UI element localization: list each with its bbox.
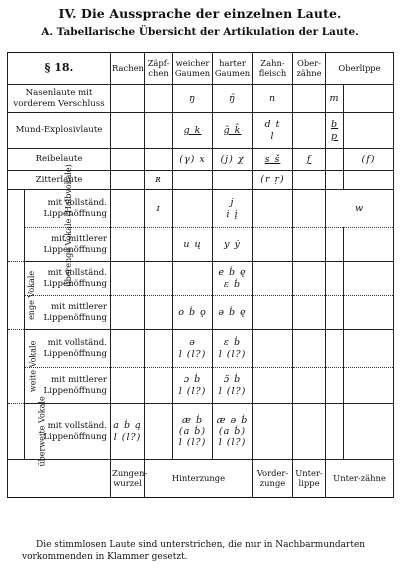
row-label: mit mittlerer Lippenöffnung bbox=[25, 296, 111, 330]
cell: y ẏ bbox=[213, 228, 253, 262]
row-weite-2 bbox=[8, 368, 394, 404]
cell: ɔ ḃ l (l?) bbox=[173, 368, 213, 404]
col-oberlippe: Oberlippe bbox=[326, 53, 394, 85]
row-label: Nasenlaute mit vorderem Verschluss bbox=[8, 85, 111, 113]
cell: b p bbox=[326, 113, 344, 149]
foot-hinterzunge: Hinterzunge bbox=[145, 460, 253, 498]
group-uberenge: überenge Vokale (Halbvokale) bbox=[8, 190, 25, 262]
cell: g k bbox=[173, 113, 213, 149]
group-weite: weite Vokale bbox=[8, 330, 25, 404]
row-weite-1 bbox=[8, 330, 394, 368]
col-harter-gaumen: harter Gaumen bbox=[213, 53, 253, 85]
cell: j i į bbox=[213, 190, 253, 228]
articulation-table bbox=[7, 52, 394, 498]
cell: f bbox=[293, 149, 326, 171]
row-label: Reibelaute bbox=[8, 149, 111, 171]
row-uberenge-1 bbox=[8, 190, 394, 228]
foot-unterlippe: Unter-lippe bbox=[293, 460, 326, 498]
cell: ə l (l?) bbox=[173, 330, 213, 368]
row-label: mit vollständ. Lippenöffnung bbox=[25, 190, 111, 228]
cell: d t l bbox=[253, 113, 293, 149]
cell: ŋ̑ bbox=[213, 85, 253, 113]
cell: m bbox=[326, 85, 344, 113]
footer-row bbox=[8, 460, 394, 498]
cell: ɛ ḃ l (l?) bbox=[213, 330, 253, 368]
foot-zungenwurzel: Zungen-wurzel bbox=[111, 460, 145, 498]
cell: (r ṛ) bbox=[253, 171, 293, 190]
cell: a ḃ ą l (l?) bbox=[111, 404, 145, 460]
cell: ɔ̈ ḃ l (l?) bbox=[213, 368, 253, 404]
cell: e ḃ ę ɛ ḃ bbox=[213, 262, 253, 296]
cell: (f) bbox=[344, 149, 394, 171]
row-label: mit mittlerer Lippenöffnung bbox=[25, 228, 111, 262]
cell: n bbox=[253, 85, 293, 113]
cell: ɪ bbox=[145, 190, 173, 228]
row-label: mit vollständ. Lippenöffnung bbox=[25, 262, 111, 296]
cell: æ ə ḃ (a ḃ) l (l?) bbox=[213, 404, 253, 460]
chapter-heading: IV. Die Aussprache der einzelnen Laute. bbox=[58, 6, 342, 21]
col-zahnfleisch: Zahn-fleisch bbox=[253, 53, 293, 85]
cell: u ų bbox=[173, 228, 213, 262]
cell: ə ḃ ę bbox=[213, 296, 253, 330]
group-uberweite: überweite Vokale bbox=[8, 404, 25, 460]
col-oberzahne: Ober-zähne bbox=[293, 53, 326, 85]
cell: o ḃ ǫ bbox=[173, 296, 213, 330]
cell: æ ḃ (a ḃ) l (l?) bbox=[173, 404, 213, 460]
table-heading: A. Tabellarische Übersicht der Artikulation der Laute. bbox=[41, 26, 359, 38]
row-label: mit vollständ. Lippenöffnung bbox=[25, 330, 111, 368]
foot-unterzahne: Unter-zähne bbox=[326, 460, 394, 498]
row-enge-2 bbox=[8, 296, 394, 330]
col-rachen: Rachen bbox=[111, 53, 145, 85]
cell: ŋ bbox=[173, 85, 213, 113]
row-label: mit vollständ. Lippenöffnung bbox=[25, 404, 111, 460]
row-label: mit mittlerer Lippenöffnung bbox=[25, 368, 111, 404]
cell: s š bbox=[253, 149, 293, 171]
footnote: Die stimmlosen Laute sind unterstrichen, die nur in Nachbarmundarten vorkommenden in Klammer gesetzt. bbox=[22, 540, 366, 563]
header-row bbox=[8, 53, 394, 85]
row-label: Mund-Explosivlaute bbox=[8, 113, 111, 149]
row-mund bbox=[8, 113, 394, 149]
cell: w bbox=[326, 190, 394, 228]
foot-vorderzunge: Vorder-zunge bbox=[253, 460, 293, 498]
col-zapfchen: Zäpf-chen bbox=[145, 53, 173, 85]
cell: (γ) x bbox=[173, 149, 213, 171]
col-weicher-gaumen: weicher Gaumen bbox=[173, 53, 213, 85]
cell: ʀ bbox=[145, 171, 173, 190]
group-enge: enge Vokale bbox=[8, 262, 25, 330]
row-label: Zitterlaute bbox=[8, 171, 111, 190]
cell: g̑ k̑ bbox=[213, 113, 253, 149]
row-nasal bbox=[8, 85, 394, 113]
row-uberweite bbox=[8, 404, 394, 460]
cell: (j) χ bbox=[213, 149, 253, 171]
section-number: § 18. bbox=[8, 53, 111, 85]
